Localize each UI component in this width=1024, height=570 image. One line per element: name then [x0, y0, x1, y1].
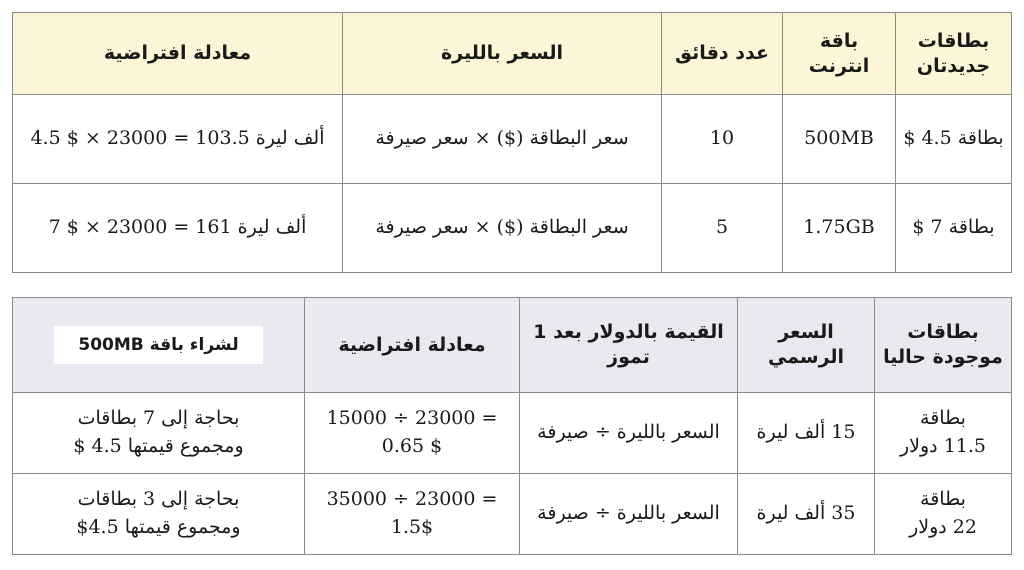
- card-cell: بطاقة 7 $: [896, 184, 1012, 273]
- purchase-cell: [13, 474, 305, 555]
- equation-text: 7 $ × 23000 = 161 ألف ليرة: [48, 216, 307, 239]
- dollar-value-cell: السعر بالليرة ÷ صيرفة: [520, 393, 738, 474]
- equation-text: 4.5 $ × 23000 = 103.5 ألف ليرة: [30, 127, 325, 150]
- price-cell: سعر البطاقة ($) × سعر صيرفة: [343, 95, 662, 184]
- header-minutes: عدد دقائق: [662, 13, 783, 95]
- card-cell: [875, 474, 1012, 555]
- card-line: 11.5 دولار: [900, 435, 986, 457]
- table-row: [13, 184, 1012, 273]
- table-header-row: [13, 298, 1012, 393]
- purchase-line: ومجموع قيمتها 4.5$: [76, 516, 241, 538]
- new-cards-table: [12, 12, 1012, 273]
- equation-line: 15000 ÷ 23000 =: [326, 407, 498, 430]
- equation-line: 0.65 $: [381, 435, 443, 457]
- header-equation: معادلة افتراضية: [13, 13, 343, 95]
- header-equation: معادلة افتراضية: [305, 298, 520, 393]
- card-line: بطاقة: [920, 407, 966, 430]
- table-row: [13, 474, 1012, 555]
- header-dollar-value: القيمة بالدولار بعد 1 تموز: [520, 298, 738, 393]
- official-price-cell: 35 ألف ليرة: [738, 474, 875, 555]
- equation-cell: [305, 393, 520, 474]
- header-internet-package: باقة انترنت: [783, 13, 896, 95]
- card-line: 22 دولار: [909, 516, 977, 538]
- purchase-line: بحاجة إلى 3 بطاقات: [77, 488, 240, 511]
- equation-cell: [13, 184, 343, 273]
- table-header-row: [13, 13, 1012, 95]
- table-row: [13, 393, 1012, 474]
- package-cell: 500MB: [783, 95, 896, 184]
- header-official-price: السعر الرسمي: [738, 298, 875, 393]
- card-line: بطاقة: [920, 488, 966, 511]
- purchase-label: لشراء باقة 500MB: [54, 326, 262, 364]
- equation-line: 35000 ÷ 23000 =: [326, 488, 498, 511]
- minutes-cell: 5: [662, 184, 783, 273]
- table-row: [13, 95, 1012, 184]
- card-cell: بطاقة 4.5 $: [896, 95, 1012, 184]
- header-price-lira: السعر بالليرة: [343, 13, 662, 95]
- purchase-cell: [13, 393, 305, 474]
- header-existing-cards: بطاقات موجودة حاليا: [875, 298, 1012, 393]
- purchase-line: ومجموع قيمتها 4.5 $: [73, 435, 244, 457]
- package-cell: 1.75GB: [783, 184, 896, 273]
- existing-cards-table: [12, 297, 1012, 555]
- purchase-line: بحاجة إلى 7 بطاقات: [77, 407, 240, 430]
- official-price-cell: 15 ألف ليرة: [738, 393, 875, 474]
- minutes-cell: 10: [662, 95, 783, 184]
- equation-cell: [305, 474, 520, 555]
- header-purchase: [13, 298, 305, 393]
- price-cell: سعر البطاقة ($) × سعر صيرفة: [343, 184, 662, 273]
- header-new-cards: بطاقات جديدتان: [896, 13, 1012, 95]
- equation-cell: [13, 95, 343, 184]
- card-cell: [875, 393, 1012, 474]
- dollar-value-cell: السعر بالليرة ÷ صيرفة: [520, 474, 738, 555]
- equation-line: 1.5$: [390, 516, 434, 538]
